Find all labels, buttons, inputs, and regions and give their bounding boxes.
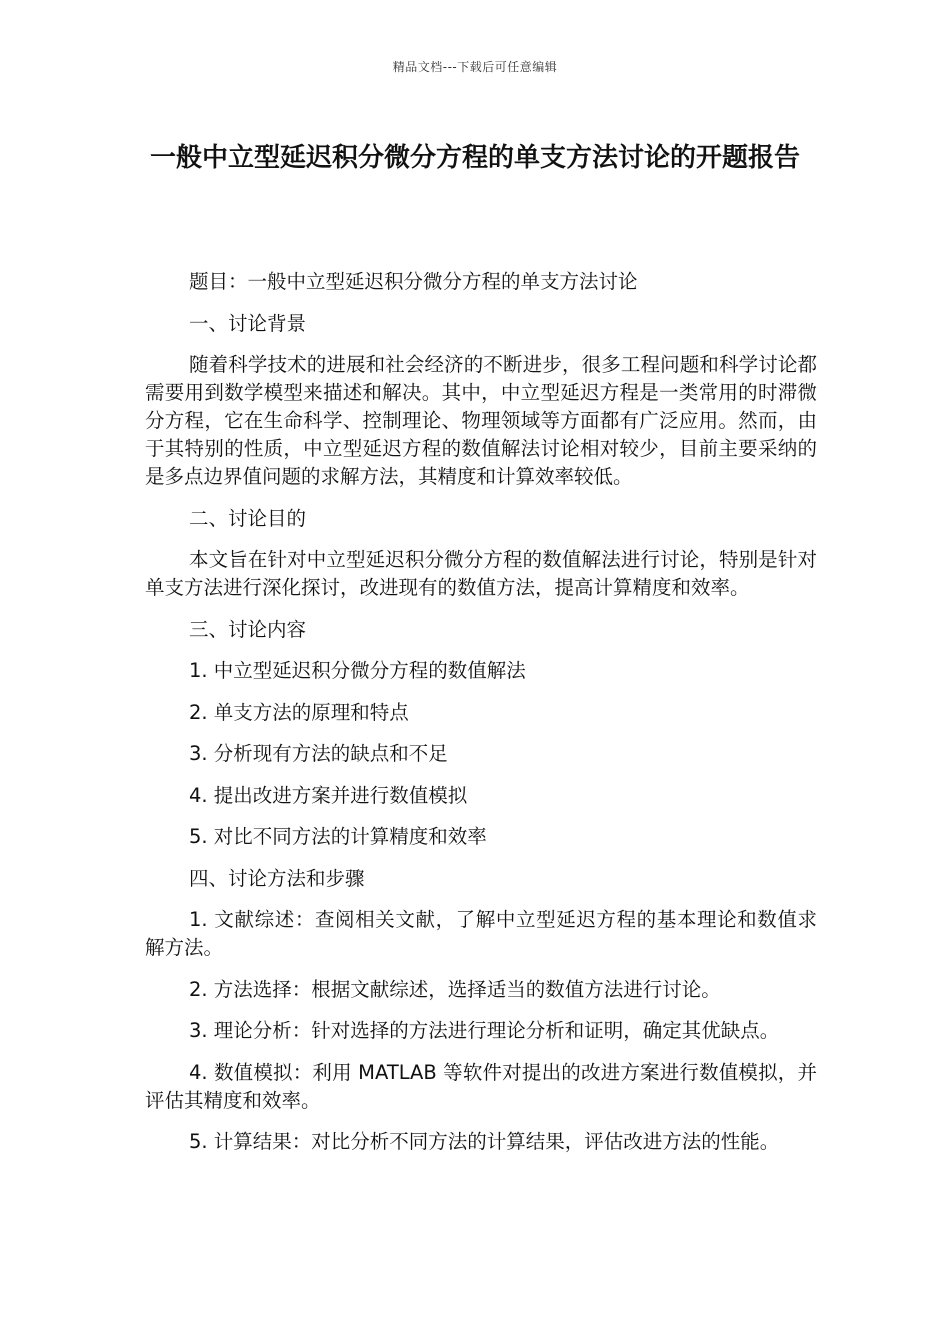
list-item-content-1: 1. 中立型延迟积分微分方程的数值解法	[189, 659, 526, 682]
section-heading-background: 一、讨论背景	[189, 311, 307, 335]
header-note: 精品文档---下载后可任意编辑	[392, 60, 558, 74]
section-heading-content: 三、讨论内容	[189, 617, 307, 641]
paragraph-purpose: 本文旨在针对中立型延迟积分微分方程的数值解法进行讨论，特别是针对单支方法进行深化探讨，改进现有的数值方法，提高计算精度和效率。	[145, 548, 817, 599]
paragraph-background: 随着科学技术的进展和社会经济的不断进步，很多工程问题和科学讨论都需要用到数学模型来描述和解决。其中，中立型延迟方程是一类常用的时滞微分方程，它在生命科学、控制理论、物理领域等方面都有广泛应用。然而，由于其特别的性质，中立型延迟方程的数值解法讨论相对较少，目前主要采纳的是多点边界值问题的求解方法，其精度和计算效率较低。	[145, 353, 817, 488]
paragraph-topic: 题目：一般中立型延迟积分微分方程的单支方法讨论	[189, 270, 638, 293]
document-title: 一般中立型延迟积分微分方程的单支方法讨论的开题报告	[149, 143, 800, 173]
section-heading-methods: 四、讨论方法和步骤	[189, 866, 365, 890]
list-item-method-1: 1. 文献综述：查阅相关文献，了解中立型延迟方程的基本理论和数值求解方法。	[145, 908, 817, 959]
list-item-content-4: 4. 提出改进方案并进行数值模拟	[189, 783, 468, 807]
list-item-method-3: 3. 理论分析：针对选择的方法进行理论分析和证明，确定其优缺点。	[189, 1019, 780, 1042]
document-body	[145, 268, 817, 1170]
list-item-method-4: 4. 数值模拟：利用 MATLAB 等软件对提出的改进方案进行数值模拟，并评估其精度和效率。	[145, 1060, 817, 1112]
section-heading-purpose: 二、讨论目的	[189, 506, 307, 530]
list-item-content-5: 5. 对比不同方法的计算精度和效率	[189, 825, 487, 848]
list-item-method-5: 5. 计算结果：对比分析不同方法的计算结果，评估改进方法的性能。	[189, 1130, 780, 1153]
list-item-content-3: 3. 分析现有方法的缺点和不足	[189, 742, 448, 765]
list-item-method-2: 2. 方法选择：根据文献综述，选择适当的数值方法进行讨论。	[189, 977, 721, 1001]
list-item-content-2: 2. 单支方法的原理和特点	[189, 700, 409, 724]
